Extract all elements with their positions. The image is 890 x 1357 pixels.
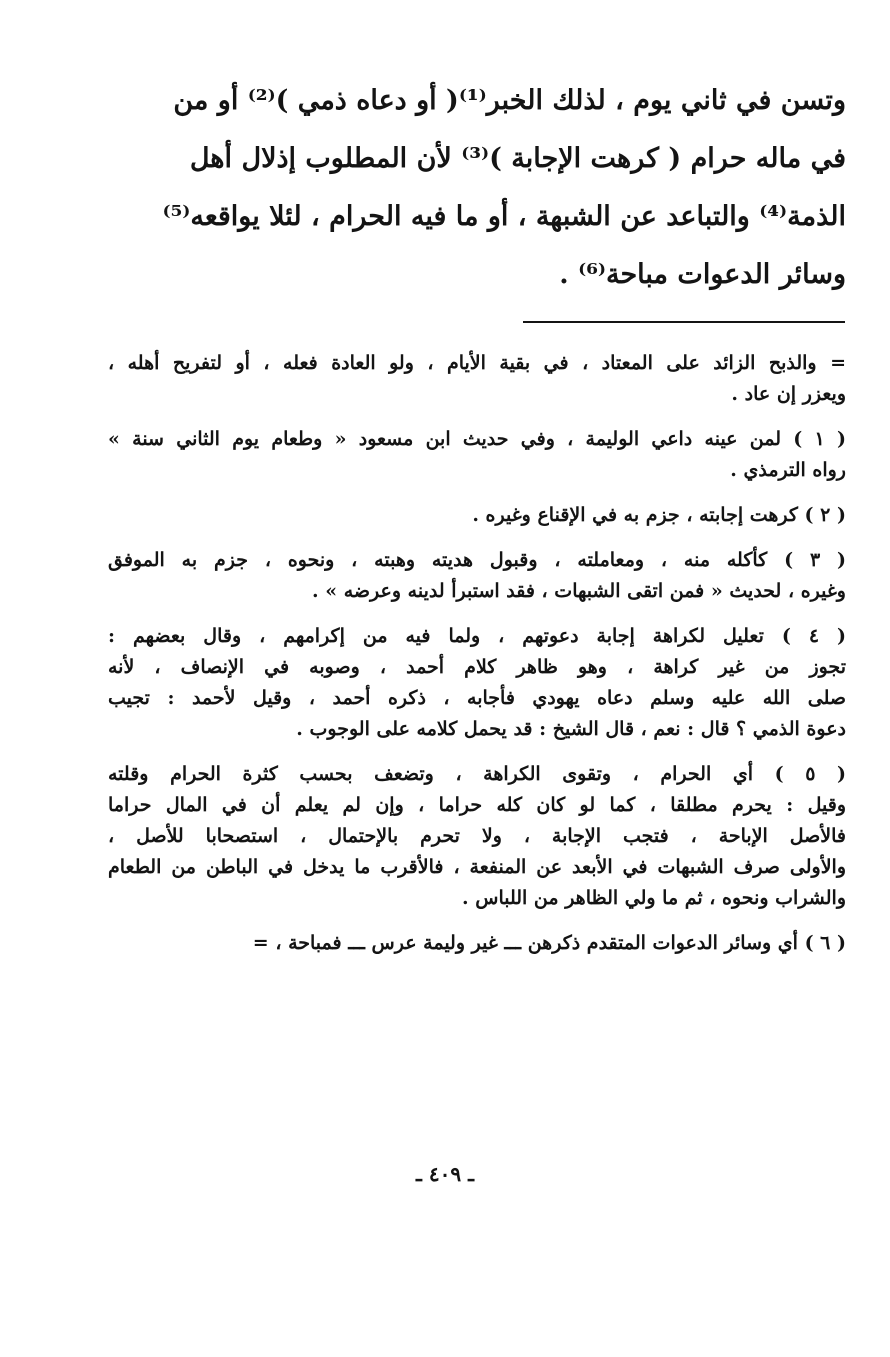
footnote-line: ( ٢ ) كرهت إجابته ، جزم به في الإقناع وغيره . [472, 504, 846, 526]
footnote-line: دعوة الذمي ؟ قال : نعم ، قال الشيخ : قد يحمل كلامه على الوجوب . [296, 718, 846, 740]
main-text-line: الذمة⁽⁴⁾ والتباعد عن الشبهة ، أو ما فيه الحرام ، لئلا يواقعه⁽⁵⁾ [162, 201, 846, 232]
footnote-line: رواه الترمذي . [730, 459, 846, 481]
footnote-line: ( ١ ) لمن عينه داعي الوليمة ، وفي حديث ابن مسعود « وطعام يوم الثاني سنة » [108, 428, 846, 450]
main-text-block [108, 72, 846, 304]
footnote-line: ( ٤ ) تعليل لكراهة إجابة دعوتهم ، ولما فيه من إكرامهم ، وقال بعضهم : [108, 625, 846, 647]
footnote-line: ( ٦ ) أي وسائر الدعوات المتقدم ذكرهن ـــ غير وليمة عرس ـــ فمباحة ، = [252, 932, 846, 954]
footnote-line: ويعزر إن عاد . [731, 383, 846, 405]
main-text-line: وسائر الدعوات مباحة⁽⁶⁾ . [559, 259, 846, 290]
footnote-4 [108, 621, 846, 745]
footnote-continued [108, 348, 846, 410]
footnote-line: وقيل : يحرم مطلقا ، كما لو كان كله حراما ، وإن لم يعلم أن في المال حراما [108, 794, 846, 816]
main-text-line: وتسن في ثاني يوم ، لذلك الخبر⁽¹⁾( أو دعاه ذمي )⁽²⁾ أو من [173, 85, 846, 116]
footnote-line: تجوز من غير كراهة ، وهو ظاهر كلام أحمد ، وصوبه في الإنصاف ، لأنه [108, 656, 846, 678]
footnote-1 [108, 424, 846, 486]
footnote-2 [108, 500, 846, 531]
footnotes-block [108, 348, 846, 973]
footnote-3 [108, 545, 846, 607]
footnote-line: ( ٥ ) أي الحرام ، وتقوى الكراهة ، وتضعف بحسب كثرة الحرام وقلته [108, 763, 846, 785]
footnote-6 [108, 928, 846, 959]
footnote-5 [108, 759, 846, 914]
footnote-line: والشراب ونحوه ، ثم ما ولي الظاهر من اللباس . [462, 887, 846, 909]
footnote-line: فالأصل الإباحة ، فتجب الإجابة ، ولا تحرم بالإحتمال ، استصحابا للأصل ، [108, 825, 846, 847]
footnote-separator [523, 321, 845, 323]
page-number: ـ ٤٠٩ ـ [416, 1162, 474, 1186]
footnote-line: صلى الله عليه وسلم دعاه يهودي فأجابه ، ذكره أحمد ، وقيل لأحمد : تجيب [108, 687, 846, 709]
footnote-line: وغيره ، لحديث « فمن اتقى الشبهات ، فقد استبرأ لدينه وعرضه » . [312, 580, 846, 602]
footnote-line: والأولى صرف الشبهات في الأبعد عن المنفعة ، فالأقرب ما يدخل في الباطن من الطعام [108, 856, 846, 878]
footnote-line: ( ٣ ) كأكله منه ، ومعاملته ، وقبول هديته وهبته ، ونحوه ، جزم به الموفق [108, 549, 847, 571]
footnote-line: = والذبح الزائد على المعتاد ، في بقية الأيام ، ولو العادة فعله ، أو لتفريح أهله ، [108, 352, 846, 374]
main-text-line: في ماله حرام ( كرهت الإجابة )⁽³⁾ لأن المطلوب إذلال أهل [189, 143, 846, 174]
